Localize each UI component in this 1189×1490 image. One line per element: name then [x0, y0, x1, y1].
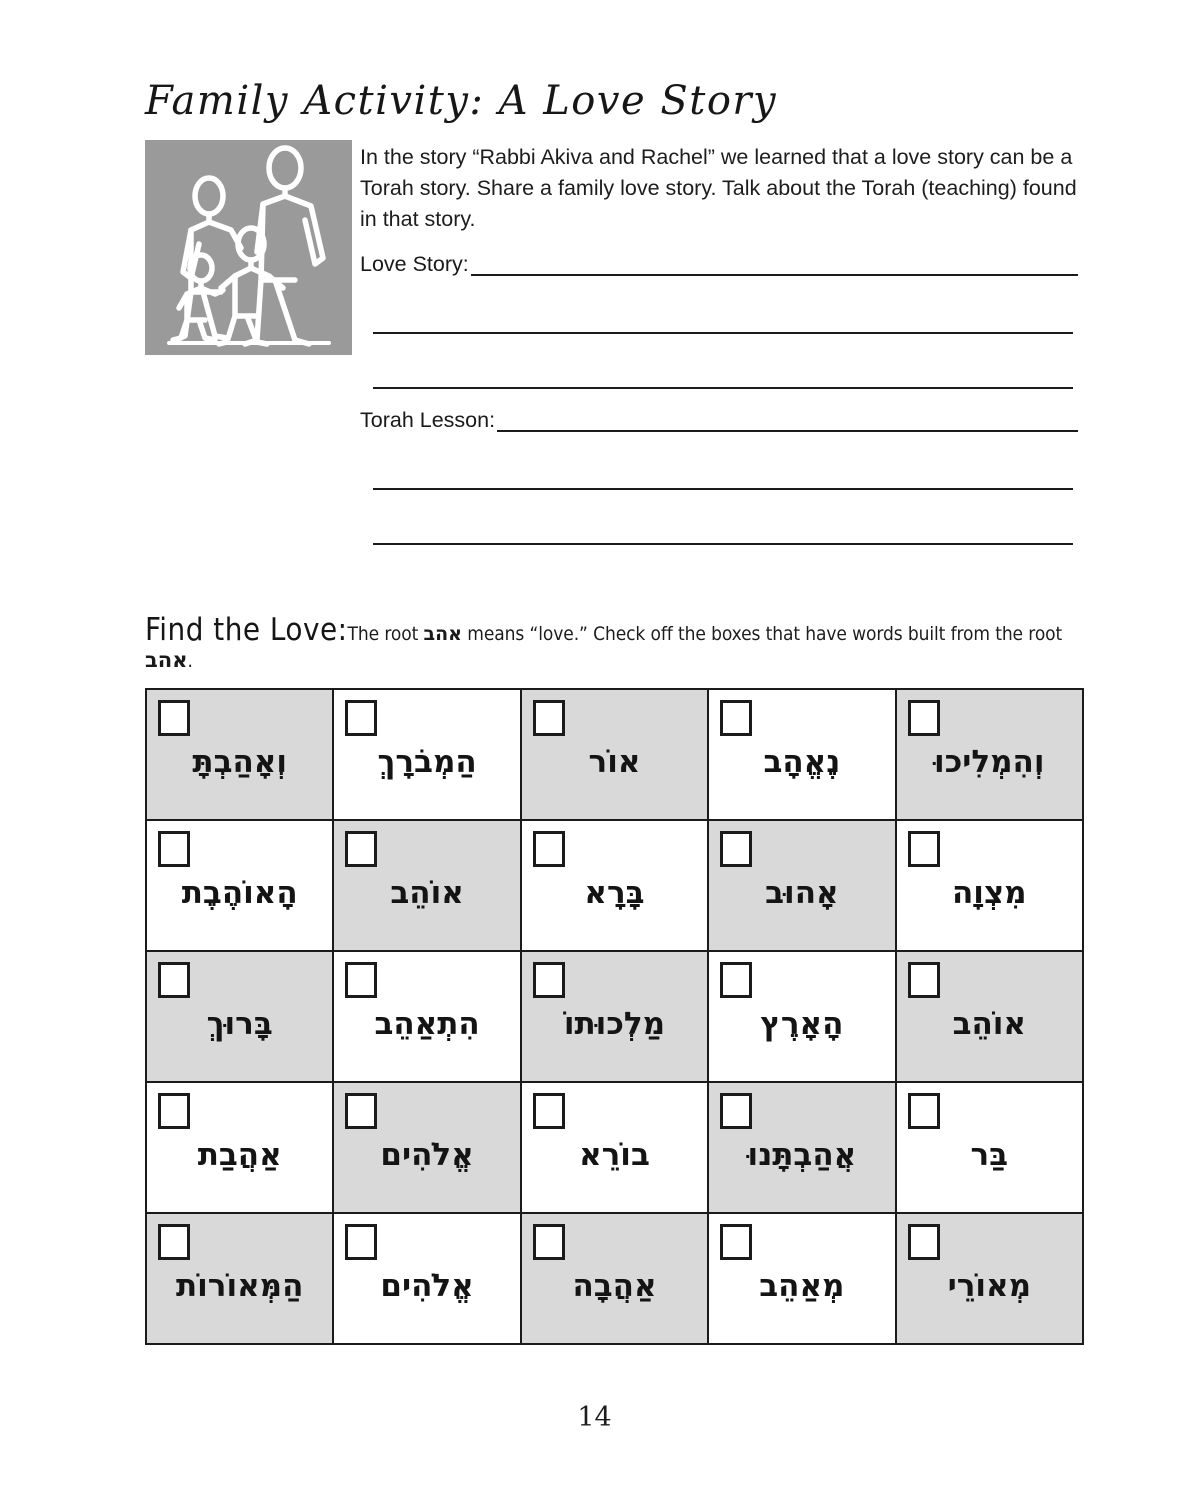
grid-cell[interactable] [896, 820, 1083, 951]
grid-cell[interactable] [146, 689, 333, 820]
cell-checkbox[interactable] [158, 831, 190, 867]
grid-cell[interactable] [146, 1082, 333, 1213]
grid-cell[interactable] [708, 820, 895, 951]
cell-checkbox[interactable] [720, 831, 752, 867]
hebrew-word: וְאָהַבְתָּ [192, 744, 287, 780]
cell-checkbox[interactable] [533, 1093, 565, 1129]
hebrew-word: הַמְּאוֹרוֹת [175, 1268, 304, 1304]
cell-checkbox[interactable] [158, 962, 190, 998]
hebrew-word: בוֹרֵא [579, 1137, 650, 1173]
grid-cell[interactable] [521, 689, 708, 820]
table-row [146, 689, 1083, 820]
grid-cell[interactable] [896, 1082, 1083, 1213]
cell-checkbox[interactable] [720, 1093, 752, 1129]
grid-cell[interactable] [146, 951, 333, 1082]
love-story-input-line-3[interactable] [373, 387, 1073, 389]
hebrew-word: בַּר [970, 1137, 1009, 1173]
find-instructions-part2: means “love.” Check off the boxes that have words built from the root [461, 623, 1063, 645]
grid-cell[interactable] [708, 1082, 895, 1213]
torah-lesson-input-line[interactable] [497, 410, 1078, 432]
hebrew-word: הִתְאַהֵב [374, 1006, 480, 1042]
hebrew-word: אוֹר [588, 744, 641, 780]
grid-cell[interactable] [333, 951, 520, 1082]
cell-checkbox[interactable] [533, 700, 565, 736]
table-row [146, 1213, 1083, 1344]
grid-cell[interactable] [896, 1213, 1083, 1344]
cell-checkbox[interactable] [533, 1224, 565, 1260]
page-title: Family Activity: A Love Story [145, 78, 778, 124]
word-search-grid [145, 688, 1084, 1345]
cell-checkbox[interactable] [908, 831, 940, 867]
hebrew-word: מְאוֹרֵי [947, 1268, 1031, 1304]
torah-lesson-field-row [360, 408, 1078, 432]
hebrew-word: אַהֲבַת [197, 1137, 282, 1173]
cell-checkbox[interactable] [345, 831, 377, 867]
cell-checkbox[interactable] [533, 831, 565, 867]
find-the-love-section [145, 612, 1095, 672]
cell-checkbox[interactable] [158, 1224, 190, 1260]
cell-checkbox[interactable] [720, 700, 752, 736]
cell-checkbox[interactable] [908, 700, 940, 736]
cell-checkbox[interactable] [720, 1224, 752, 1260]
cell-checkbox[interactable] [158, 700, 190, 736]
love-story-field-row [360, 252, 1078, 276]
grid-cell[interactable] [146, 1213, 333, 1344]
hebrew-word: אֱלֹהִים [380, 1268, 474, 1304]
cell-checkbox[interactable] [345, 1224, 377, 1260]
love-story-input-line-2[interactable] [373, 332, 1073, 334]
table-row [146, 1082, 1083, 1213]
love-story-input-line[interactable] [471, 254, 1078, 276]
hebrew-word: אוֹהֵב [390, 875, 464, 911]
torah-lesson-input-line-2[interactable] [373, 488, 1073, 490]
hebrew-word: הַמְבֹרָךְ [377, 744, 477, 780]
grid-cell[interactable] [521, 951, 708, 1082]
table-row [146, 951, 1083, 1082]
hebrew-word: נֶאֱהָב [763, 744, 841, 780]
hebrew-word: מְאַהֵב [759, 1268, 845, 1304]
cell-checkbox[interactable] [720, 962, 752, 998]
cell-checkbox[interactable] [158, 1093, 190, 1129]
find-instructions-part3: . [187, 650, 193, 672]
cell-checkbox[interactable] [908, 1224, 940, 1260]
grid-cell[interactable] [521, 1082, 708, 1213]
hebrew-word: הָאָרֶץ [760, 1006, 844, 1042]
grid-cell[interactable] [333, 1082, 520, 1213]
grid-cell[interactable] [333, 689, 520, 820]
find-instructions-part1: The root [347, 623, 424, 645]
cell-checkbox[interactable] [908, 962, 940, 998]
grid-cell[interactable] [708, 1213, 895, 1344]
word-grid-body [146, 689, 1083, 1344]
grid-cell[interactable] [708, 689, 895, 820]
hebrew-word: הָאוֹהֶבֶת [181, 875, 298, 911]
hebrew-word: בָּרוּךְ [206, 1006, 273, 1042]
hebrew-word: אֲהַבְתָּנוּ [747, 1137, 857, 1173]
hebrew-word: וְהִמְלִיכוּ [934, 744, 1045, 780]
grid-cell[interactable] [896, 951, 1083, 1082]
cell-checkbox[interactable] [533, 962, 565, 998]
table-row [146, 820, 1083, 951]
root-hebrew-1: אהב [423, 623, 462, 645]
hebrew-word: מִצְוָה [951, 875, 1027, 911]
hebrew-word: מַלְכוּתוֹ [563, 1006, 666, 1042]
cell-checkbox[interactable] [345, 1093, 377, 1129]
grid-cell[interactable] [708, 951, 895, 1082]
cell-checkbox[interactable] [345, 962, 377, 998]
grid-cell[interactable] [521, 820, 708, 951]
torah-lesson-label: Torah Lesson: [360, 408, 496, 432]
hebrew-word: אוֹהֵב [952, 1006, 1026, 1042]
torah-lesson-input-line-3[interactable] [373, 543, 1073, 545]
grid-cell[interactable] [333, 1213, 520, 1344]
hebrew-word: בָּרָא [584, 875, 645, 911]
grid-cell[interactable] [333, 820, 520, 951]
hebrew-word: אָהוּב [765, 875, 839, 911]
grid-cell[interactable] [146, 820, 333, 951]
page-number: 14 [577, 1402, 612, 1433]
cell-checkbox[interactable] [908, 1093, 940, 1129]
family-illustration [145, 140, 352, 355]
find-the-love-heading: Find the Love: [145, 612, 348, 648]
grid-cell[interactable] [521, 1213, 708, 1344]
hebrew-word: אֱלֹהִים [380, 1137, 474, 1173]
root-hebrew-2: אהב [145, 648, 188, 672]
cell-checkbox[interactable] [345, 700, 377, 736]
love-story-label: Love Story: [360, 252, 469, 276]
grid-cell[interactable] [896, 689, 1083, 820]
hebrew-word: אַהֲבָה [572, 1268, 657, 1304]
activity-intro-text: In the story “Rabbi Akiva and Rachel” we learned that a love story can be a Torah story. Share a family love story. Talk about the Torah (teaching) found in that story. [360, 145, 1077, 231]
